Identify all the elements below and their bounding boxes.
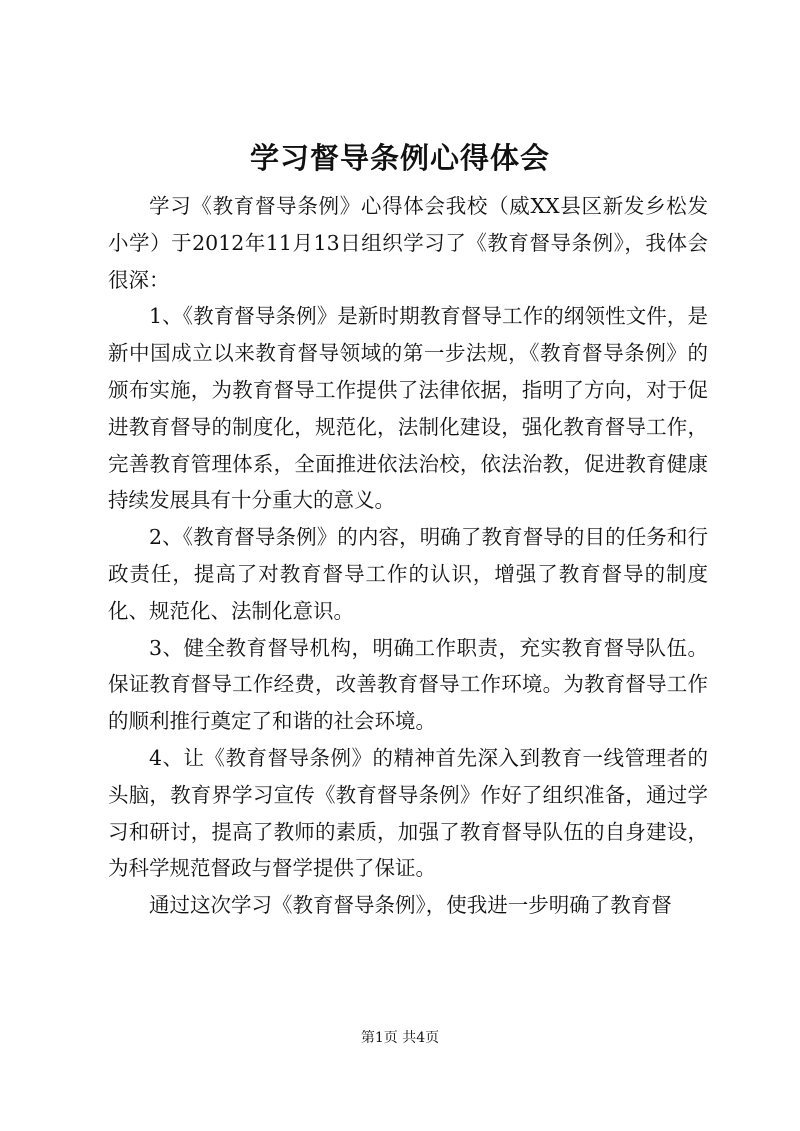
paragraph-point-3: 3、健全教育督导机构，明确工作职责，充实教育督导队伍。保证教育督导工作经费，改善教育督导工作环境。为教育督导工作的顺利推行奠定了和谐的社会环境。 — [108, 635, 708, 734]
paragraph-point-2: 2、《教育督导条例》的内容，明确了教育督导的目的任务和行政责任，提高了对教育督导工作的认识，增强了教育督导的制度化、规范化、法制化意识。 — [108, 525, 708, 623]
document-body — [108, 188, 708, 924]
paragraph-point-1: 1、《教育督导条例》是新时期教育督导工作的纲领性文件，是新中国成立以来教育督导领域的第一步法规，《教育督导条例》的颁布实施，为教育督导工作提供了法律依据，指明了方向，对于促进教育督导的制度化，规范化，法制化建设，强化教育督导工作，完善教育管理体系，全面推进依法治校，依法治教，促进教育健康持续发展具有十分重大的意义。 — [108, 304, 708, 513]
paragraph-conclusion: 通过这次学习《教育督导条例》，使我进一步明确了教育督 — [149, 893, 672, 918]
paragraph-point-4: 4、让《教育督导条例》的精神首先深入到教育一线管理者的头脑，教育界学习宣传《教育督导条例》作好了组织准备，通过学习和研讨，提高了教师的素质，加强了教育督导队伍的自身建设，为科学规范督政与督学提供了保证。 — [108, 745, 708, 881]
paragraph-intro: 学习《教育督导条例》心得体会我校（威XX县区新发乡松发小学）于2012年11月13日组织学习了《教育督导条例》，我体会很深： — [108, 194, 708, 292]
page-number-footer: 第1页 共4页 — [360, 1030, 440, 1046]
document-title: 学习督导条例心得体会 — [249, 141, 550, 175]
